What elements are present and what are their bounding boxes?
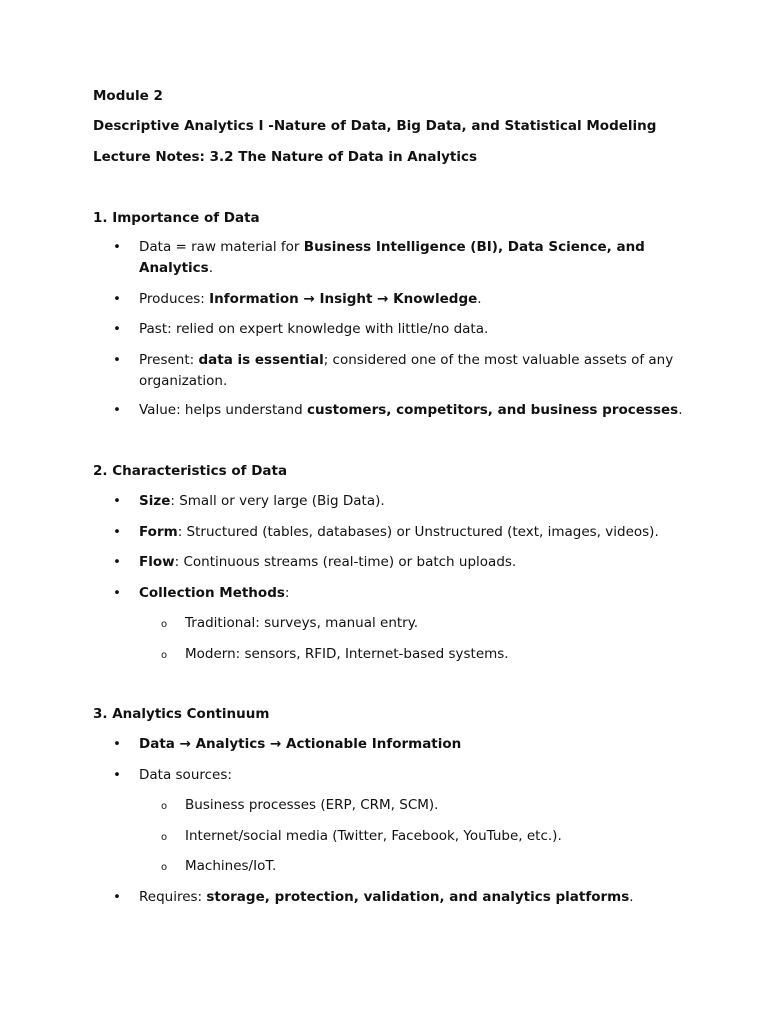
- circle-bullet-icon: o: [161, 862, 168, 873]
- bullet-icon: •: [113, 736, 121, 752]
- section-heading-importance: 1. Importance of Data: [93, 210, 260, 226]
- bullet-icon: •: [113, 239, 121, 255]
- sub-list-item: o Modern: sensors, RFID, Internet-based systems.: [185, 644, 685, 665]
- bullet-icon: •: [113, 352, 121, 368]
- sub-list-item: o Business processes (ERP, CRM, SCM).: [185, 795, 685, 816]
- list-item: • Requires: storage, protection, validation, and analytics platforms.: [139, 887, 679, 908]
- bullet-icon: •: [113, 767, 121, 783]
- list-item: • Data → Analytics → Actionable Information: [139, 734, 679, 755]
- bullet-icon: •: [113, 585, 121, 601]
- list-item: • Produces: Information → Insight → Knowledge.: [139, 289, 679, 310]
- bullet-icon: •: [113, 321, 121, 337]
- sub-list-item: o Traditional: surveys, manual entry.: [185, 613, 685, 634]
- list-item: • Collection Methods:: [139, 583, 679, 604]
- list-item: • Present: data is essential; considered one of the most valuable assets of any organization.: [113, 352, 674, 389]
- list-item: • Flow: Continuous streams (real-time) or batch uploads.: [139, 552, 679, 573]
- section-heading-continuum: 3. Analytics Continuum: [93, 706, 270, 722]
- module-label: Module 2: [93, 88, 163, 104]
- bullet-icon: •: [113, 291, 121, 307]
- circle-bullet-icon: o: [161, 801, 168, 812]
- circle-bullet-icon: o: [161, 619, 168, 630]
- list-item: • Size: Small or very large (Big Data).: [139, 491, 679, 512]
- bullet-icon: •: [113, 402, 121, 418]
- list-item: • Data = raw material for Business Intelligence (BI), Data Science, and Analytics.: [113, 239, 645, 276]
- bullet-icon: •: [113, 524, 121, 540]
- lecture-title: Lecture Notes: 3.2 The Nature of Data in Analytics: [93, 149, 478, 165]
- list-item: • Value: helps understand customers, competitors, and business processes.: [139, 400, 699, 421]
- list-item: • Form: Structured (tables, databases) or Unstructured (text, images, videos).: [139, 522, 699, 543]
- bullet-icon: •: [113, 554, 121, 570]
- bullet-icon: •: [113, 889, 121, 905]
- circle-bullet-icon: o: [161, 832, 168, 843]
- bullet-icon: •: [113, 493, 121, 509]
- section-heading-characteristics: 2. Characteristics of Data: [93, 463, 288, 479]
- list-item: • Past: relied on expert knowledge with little/no data.: [139, 319, 679, 340]
- sub-list-item: o Internet/social media (Twitter, Facebook, YouTube, etc.).: [185, 826, 685, 847]
- sub-list-item: o Machines/IoT.: [185, 856, 685, 877]
- course-title: Descriptive Analytics I -Nature of Data, Big Data, and Statistical Modeling: [93, 118, 657, 134]
- list-item: • Data sources:: [139, 765, 679, 786]
- circle-bullet-icon: o: [161, 650, 168, 661]
